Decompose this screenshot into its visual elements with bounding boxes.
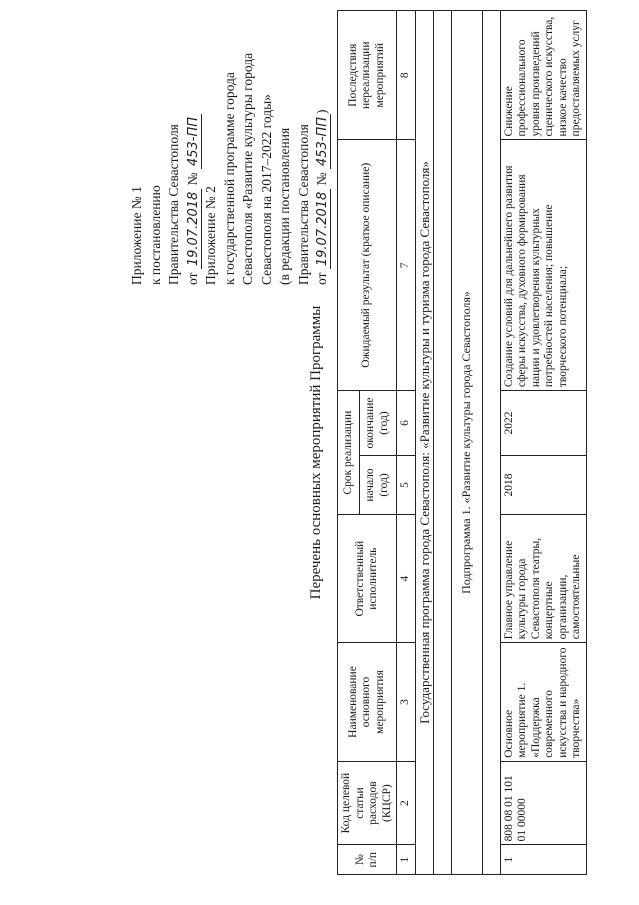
row-start: 2018 <box>500 455 586 514</box>
handwritten-number: 453-ПП <box>315 114 331 169</box>
handwritten-date: 19.07.2018 <box>186 189 202 269</box>
column-number: 5 <box>397 455 416 514</box>
appendix-header <box>128 25 332 285</box>
row-end: 2022 <box>500 391 586 456</box>
subprogram-title: Подпрограмма 1. «Развитие культуры города Севастополя» <box>452 11 483 875</box>
date-prefix: от <box>184 272 200 285</box>
header-consequences: Последствия нереализации мероприятий <box>338 11 397 140</box>
date-prefix: от <box>314 272 329 285</box>
header-code: Код целевой статьи расходов (КЦСР) <box>338 761 397 845</box>
number-sign: № <box>184 172 200 186</box>
header-result: Ожидаемый результат (краткое описание) <box>338 140 397 391</box>
column-number: 7 <box>397 140 416 391</box>
appendix-line: Приложение № 1 <box>129 186 144 285</box>
header-executor: Ответственный исполнитель <box>338 515 397 643</box>
header-name: Наименование основного мероприятия <box>338 643 397 762</box>
appendix-line: к постановлению <box>147 185 163 285</box>
handwritten-number: 453-ПП <box>186 114 202 169</box>
appendix-date-line <box>184 25 203 285</box>
row-executor: Главное управление культуры города Севастополя театры, концертные организации, самостоятельные <box>500 515 586 643</box>
appendix-line: Приложение № 2 <box>203 186 218 285</box>
appendix-line: к государственной программе города <box>221 72 237 285</box>
header-num: № п/п <box>338 845 397 875</box>
row-name: Основное мероприятие 1. «Поддержка современного искусства и народного творчества» <box>500 643 586 762</box>
column-number: 8 <box>397 11 416 140</box>
appendix-line: (в редакции постановления <box>277 127 292 285</box>
header-end: окончание (год) <box>359 391 396 456</box>
header-start: начало (год) <box>359 455 396 514</box>
subprogram-row <box>452 11 483 875</box>
spacer-row <box>482 11 500 875</box>
header-period: Срок реализации <box>338 391 360 515</box>
program-title: Государственная программа города Севастополя: «Развитие культуры и туризма города Севастополя» <box>415 11 434 875</box>
handwritten-date: 19.07.2018 <box>315 189 331 269</box>
appendix-line: Правительства Севастополя <box>295 124 311 285</box>
column-number: 6 <box>397 391 416 456</box>
column-number-row <box>397 11 416 875</box>
document-title: Перечень основных мероприятий Программы <box>308 305 324 600</box>
column-number: 3 <box>397 643 416 762</box>
table-row <box>500 11 586 875</box>
measures-table <box>337 10 587 875</box>
column-number: 4 <box>397 515 416 643</box>
row-code: 808 08 01 101 01 00000 <box>500 761 586 845</box>
column-number: 2 <box>397 761 416 845</box>
row-result: Создание условий для дальнейшего развития сферы искусства, духовного формирования нации и удовлетворения культурных потребностей населения; повышение творческого потенциала; <box>500 140 586 391</box>
appendix-line: Правительства Севастополя <box>166 124 181 285</box>
row-consequences: Снижение профессионального уровня произведений сценического искусства, низкое качество предоставляемых услуг <box>500 11 586 140</box>
program-row <box>415 11 434 875</box>
column-number: 1 <box>397 845 416 875</box>
header-row <box>338 11 360 875</box>
number-sign: № <box>314 172 329 186</box>
appendix-line: Севастополя на 2017–2022 годы» <box>258 94 274 285</box>
closing-paren: ) <box>314 109 329 114</box>
spacer-row <box>434 11 452 875</box>
row-num: 1 <box>500 845 586 875</box>
appendix-line: Севастополя «Развитие культуры города <box>240 52 255 285</box>
